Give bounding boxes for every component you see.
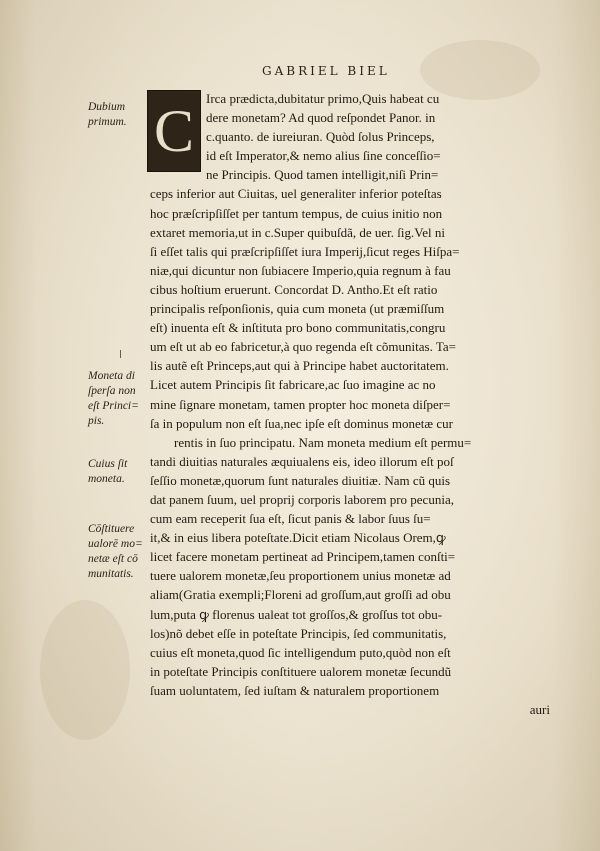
paper-stain (40, 600, 130, 740)
text-line: um eſt ut ab eo fabricetur,à quo regenda eſt cõmunitas. Ta= (150, 339, 456, 355)
margin-note-line: primum. (88, 116, 127, 128)
text-line (150, 719, 550, 738)
text-line: ſa in populum non eſt ſua,nec ipſe eſt dominus monetæ cur (150, 415, 453, 431)
text-line: ſi eſſet talis qui præſcripſiſſet iura Imperij,ſicut reges Hiſpa= (150, 243, 460, 259)
text-line (150, 738, 550, 757)
running-header: GABRIEL BIEL (262, 64, 390, 78)
text-line (150, 776, 550, 795)
body-text (150, 89, 550, 795)
margin-note-line: Dubium (88, 101, 126, 113)
text-line (150, 757, 550, 776)
text-line: id eſt Imperator,& nemo alius ſine conceſſio= (206, 148, 441, 164)
text-line: lis autẽ eſt Princeps,aut qui à Principe habet auctoritatem. (150, 358, 449, 374)
margin-mark (120, 350, 121, 358)
text-line: niæ,qui dicuntur non ſubiacere Imperio,quia regnum à fau (150, 262, 451, 278)
text-line: cibus hoſtium eruerunt. Concordat D. Antho.Et eſt ratio (150, 281, 438, 297)
text-line: Licet autem Principis ſit fabricare,ac ſuo imagine ac no (150, 377, 436, 393)
margin-note-line: Moneta di (88, 370, 135, 382)
text-line: in poteſtate Principis conſtituere ualorem monetæ ſecundũ (150, 663, 452, 679)
text-line: cuius eſt moneta,quod ſic intelligendum puto,quòd non eſt (150, 644, 451, 660)
text-line: mine ſignare monetam, tamen propter hoc moneta diſper= (150, 396, 451, 412)
text-line: Irca prædicta,dubitatur primo,Quis habeat cu (206, 91, 440, 106)
text-line: hoc præſcripſiſſet per tantum tempus, de cuius initio non (150, 205, 443, 221)
margin-note-line: eſt Princi= (88, 400, 139, 412)
margin-note-line: netæ eſt cō (88, 553, 138, 565)
text-line: it,& in eius libera poteſtate.Dicit etiam Nicolaus Orem,ꝙ (150, 530, 446, 546)
text-line: principalis reſponſionis, quia cum moneta (ut præmiſſum (150, 301, 445, 317)
margin-note-constituere (88, 522, 150, 582)
initial-letter: C (153, 98, 195, 164)
text-line: dat panem ſuum, uel proprij corporis laborem pro pecunia, (150, 491, 454, 507)
text-line: licet facere monetam pertineat ad Principem,tamen conſti= (150, 549, 456, 565)
margin-note-line: munitatis. (88, 568, 134, 580)
text-line: auri (529, 702, 550, 717)
text-line: ne Principis. Quod tamen intelligit,niſi Prin= (206, 167, 439, 183)
margin-note-dubium (88, 100, 150, 130)
text-line: ceps inferior aut Ciuitas, uel generaliter inferior poteſtas (150, 186, 442, 202)
text-line: los)nõ debet eſſe in poteſtate Principis, ſed communitatis, (150, 625, 447, 641)
text-line: dere monetam? Ad quod reſpondet Panor. in (206, 110, 436, 126)
text-line: tandi diuitias naturales æquiualens eis, ideo illorum eſt poſ (150, 453, 454, 469)
text-line: ſeſſio monetæ,quorum ſunt naturales diuitiæ. Nam cũ quis (150, 472, 451, 488)
text-line: extaret memoria,ut in c.Super quibuſdã, de uer. ſig.Vel ni (150, 224, 445, 240)
text-line: cum eam receperit ſua eſt, ſicut panis & labor ſuus ſu= (150, 511, 431, 527)
margin-note-line: ualorē mo= (88, 538, 143, 550)
text-line: ſuam uoluntatem, ſed iuſtam & naturalem proportionem (150, 682, 440, 698)
text-line: c.quanto. de iureiuran. Quòd ſolus Princeps, (206, 129, 435, 145)
margin-note-line: pis. (88, 415, 105, 427)
margin-note-cuius (88, 457, 150, 487)
text-line: lum,puta ꝙ florenus ualeat tot groſſos,& groſſus tot obu- (150, 606, 443, 622)
text-line: tuere ualorem monetæ,ſeu proportionem unius monetæ ad (150, 568, 451, 584)
margin-note-moneta (88, 369, 150, 429)
margin-note-line: moneta. (88, 473, 125, 485)
margin-note-line: ſperſa non (88, 385, 136, 397)
text-line: rentis in ſuo principatu. Nam moneta medium eſt permu= (174, 434, 472, 450)
text-line: aliam(Gratia exempli;Floreni ad groſſum,aut groſſi ad obu (150, 587, 451, 603)
text-line: eſt) inuenta eſt & inſtituta pro bono communitatis,congru (150, 320, 446, 336)
margin-note-line: Cuius ſit (88, 458, 128, 470)
margin-note-line: Cōſtituere (88, 523, 135, 535)
